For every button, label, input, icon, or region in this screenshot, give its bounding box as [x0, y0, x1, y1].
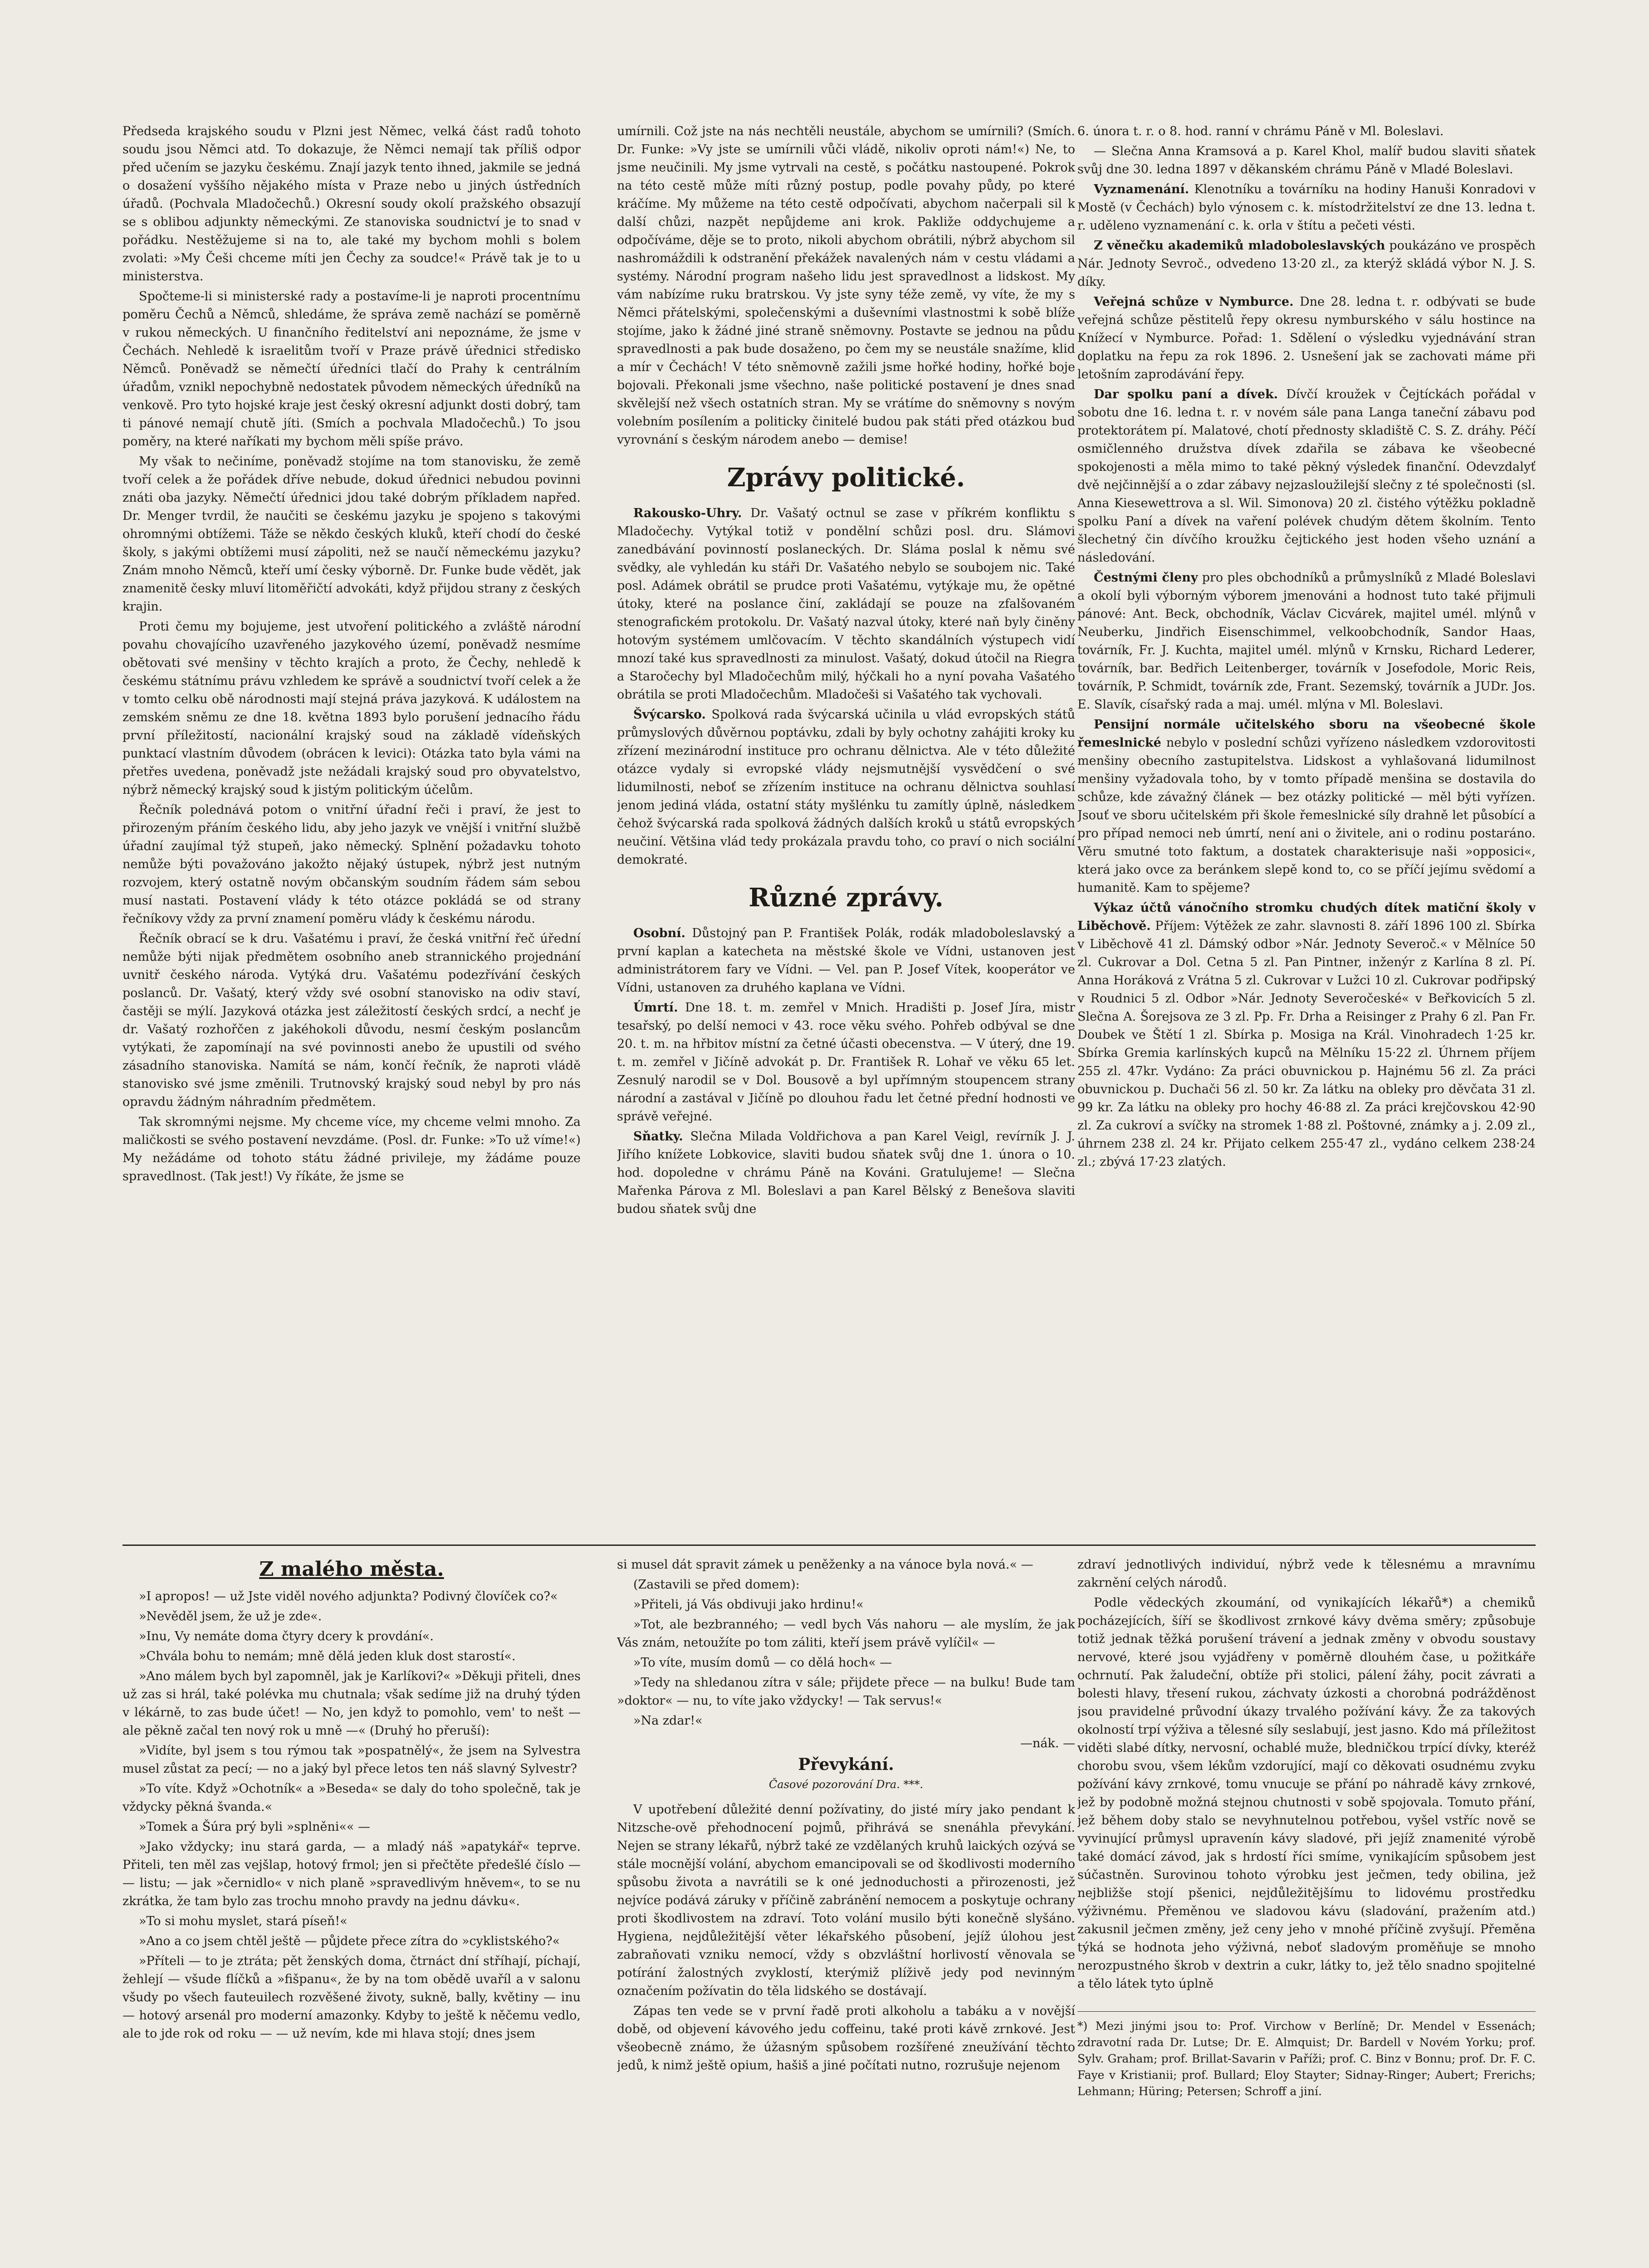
news-item-text: Dívčí kroužek v Čejtíckách pořádal v sobotu dne 16. ledna t. r. v novém sále pana Langa taneční zábavu pod protektorátem pí. Malatové, chotí přednosty skladiště C. S. Z. dráhy. Péčí osmičlenného družstva dívek zdařila se zábava ke všeobecné spokojenosti a měla mimo to také pěkný výsledek finanční. Odevzdalyť dvě nejčinnější a o zdar zábavy nejzasloužilejší slečny z té společnosti (sl. Anna Kiesewettrova a sl. Wil. Simonova) 20 zl. čistého výtěžku pokladně spolku Paní a dívek na vaření polévek chudým dětem školním. Tento šlechetný čin dívčího kroužku čejtického jest hoden všeho uznání a následování.: [1077, 387, 1536, 565]
dialogue-line: »To si mohu myslet, stará píseň!«: [139, 1914, 347, 1928]
news-item-text: poukázáno ve prospěch Nár. Jednoty Sevroč., odvedeno 13·20 zl., za kterýž skládá výbor N. J. S. díky.: [1077, 239, 1536, 289]
feuilleton-heading: Z malého města.: [259, 1558, 444, 1581]
dialogue-line: »Ano a co jsem chtěl ještě — půjdete přece zítra do »cyklistského?«: [139, 1934, 560, 1948]
article-heading-prevykani: Převykání.: [798, 1755, 894, 1774]
news-item: [1077, 569, 1536, 714]
paragraph: Proti čemu my bojujeme, jest utvoření politického a zvláště národní povahu chovajícího uzavřeného jazykového území, poněvadž nesmíme obětovati své menšiny v těchto krajích a proto, že Čechy, nehledě k českému státnímu právu vzhledem ke správě a soudnictví tvoří celek a že v tomto celku obě národnosti mají stejná práva jazyková. K událostem na zemském sněmu ze dne 18. května 1893 bylo porušení jednacího řádu první příležitostí, nacionální krajský soud na základě vídeňských punktací vlastním důvodem (obrácen k levici): Otázka tato byla vámi na přetřes uvedena, poněvadž jste nežádali krajský soud pro obyvatelstvo, nýbrž německý krajský soud k jistým politickým účelům.: [122, 620, 581, 797]
paragraph: zdraví jednotlivých individuí, nýbrž vede k tělesnému a mravnímu zakrnění celých národů.: [1077, 1558, 1536, 1590]
dialogue-line: »Jako vždycky; inu stará garda, — a mladý náš »apatykář« teprve. Přiteli, ten měl zas vejšlap, hotový frmol; jen si přečtěte předešlé číslo — — listu; — jak »černidlo« v nich planě »spravedlivým hněvem«, to se nu zkrátka, že tam bylo zas trochu mnoho pravdy na jednu dávku«.: [122, 1840, 581, 1908]
news-item-text: Dne 18. t. m. zemřel v Mnich. Hradišti p. Josef Jíra, mistr tesařský, po delší nemoci v 43. roce věku svého. Pohřeb odbýval se dne 20. t. m. na hřbitov místní za četné účasti obecenstva. — V úterý, dne 19. t. m. zemřel v Jičíně advokát p. Dr. František R. Lohař ve věku 65 let. Zesnulý narodil se v Dol. Bousově a byl upřímným stoupencem strany národní a zastával v Jičíně po dlouhou řadu let četné přední hodnosti ve správě veřejné.: [617, 1001, 1075, 1124]
news-item: [1077, 716, 1536, 897]
paragraph: Podle vědeckých zkoumání, od vynikajících lékařů*) a chemiků pocházejících, šíří se škodlivost zrnkové kávy dvěma směry; způsobuje totiž jednak těžká porušení trávení a jednak změny v obvodu soustavy nervové, které jsou vyjádřeny v poměrně dlouhém čase, u požitkáře ochrnutí. Pak žaludeční, obtíže při stolici, pálení žáhy, pocit závrati a bolesti hlavy, třesení rukou, záchvaty úzkosti a chorobná podrážděnost jsou pravidelné průvodní úkazy trvalého požívání kávy. Že za takových okolností trpí výživa a tělesné síly seslabují, jest jasno. Kdo má příležitost viděti slabé dítky, nervosní, ochablé muže, bledničkou trpící dívky, kteréž chorobu svou, všem lékům vzdorující, mají co děkovati osudnému zvyku požívání kávy zrnkové, tomu vnucuje se přání po náhradě kávy zrnkové, jež by podobně možná stejnou chutnosti v sobě spojovala. Tomuto přání, jež během doby stalo se nevyhnutelnou potřebou, vyšel vstříc nově se vyvinující průmysl upravenín kávy sladové, při jejíž znamenité výrobě také domácí závod, jak s hrdostí říci smíme, vynikajícím spůsobem jest súčastněn. Surovinou tohoto výrobku jest ječmen, tedy obilina, jež nejbližše stojí pšenici, nejdůležitějšímu to lidovému prostředku výživnému. Přeměnou ve sladovou kávu (sladování, pražením atd.) zakusnil ječmen změny, jež ceny jeho v mnohé příčině zvyšují. Přeměna týká se hodnota jeho výživná, neboť sladovým proměňuje se mnoho nerozpustného škrob v dextrin a cukr, látky to, jež tělo snadno spojitelné a tělo látek tyto úplně: [1077, 1596, 1536, 1991]
news-item-lead: Z věnečku akademiků mladoboleslavských: [1094, 239, 1385, 253]
paragraph: Řečník obrací se k dru. Vašatému i praví, že česká vnitřní řeč úřední nemůže býti nijak předmětem osobního aneb strannického projednání uvnitř českého národa. Vytýká dru. Vašatému podezřívání českých poslanců. Dr. Vašatý, který vždy své osobní stanovisko na odiv staví, častěji se mýlí. Jazyková otázka jest záležitostí českých srdcí, a nechť je dr. Vašatý rozhořčen z jakéhokoli důvodu, nesmí českým poslancům vytýkati, že zapomínají na své povinnosti anebo že upustili od svého zásadního stanoviska. Namítá se nám, končí řečník, že naproti vládě stanovisko své jsme změnili. Trutnovský krajský soud nebyl by pro nás opravdu žádným náhradním předmětem.: [122, 932, 581, 1109]
news-item: [1077, 386, 1536, 567]
dialogue-line: »To víte. Když »Ochotník« a »Beseda« se daly do toho společně, tak je vždycky pěkná švanda.«: [122, 1782, 581, 1814]
paragraph: V upotřebení důležité denní požívatiny, do jisté míry jako pendant k Nitzsche-ově přehodnocení pojmů, přihrává se snenáhla převykání. Nejen se strany lékařů, nýbrž také ze vzdělaných kruhů laických ozývá se stále mocnější volání, abychom emancipovali se od škodlivosti moderního spůsobu života a navrátili se k oné jednoduchosti a přirozenosti, jež nejvíce podává záruky v příčině zabránění nemocem a poskytuje ochrany proti škodlivostem na zdraví. Toto volání musilo býti konečně slyšáno. Hygiena, nejdůležitější věter lékařského působení, jejíž úlohou jest zabraňovati vzniku nemocí, vždy s obzvláštní horlivostí věnovala se potírání žalostných zvyklostí, kterýmiž plíživě jedy pod nevinným označením požívatin do těla lidského se dostávají.: [617, 1803, 1075, 1998]
news-item-text: Spolková rada švýcarská učinila u vlád evropských států průmyslových důvěrnou poptávku, zdali by byly ochotny zahájiti kroky ku zřízení mezinárodní instituce pro ochranu dělnictva. Ale v této důležité otázce vydaly si evropské vlády nejsmutnější vysvědčení o své lidumilnosti, neboť se zřízením instituce na ochranu dělnictva souhlasí jenom jediná vláda, ostatní státy myšlénku tu zamítly úplně, následkem čehož švýcarská rada spolková žádných dalších kroků u států evropských neučiní. Většina vlád tedy prokázala pravdu toho, co praví o nich sociální demokraté.: [617, 708, 1075, 867]
dialogue-line: »Tot, ale bezbranného; — vedl bych Vás nahoru — ale myslím, že jak Vás znám, netoužíte po tom záliti, kteří jsem právě vylíčil« —: [617, 1618, 1075, 1650]
news-item: [1077, 293, 1536, 384]
dialogue-line: »Příteli — to je ztráta; pět ženských doma, čtrnáct dní stříhají, píchají, žehlejí — všude flíčků a »fišpanu«, že by na tom obědě uvaříl a v salonu všudy po všech fauteuilech rozvěšené životy, sukně, bally, květiny — inu — hotový arsenál pro moderní amazonky. Kdyby to ještě k něčemu vedlo, ale to jde rok od roku — — už nevím, kde mi hlava stojí; dnes jsem: [122, 1954, 581, 2041]
dialogue-line: »Vidíte, byl jsem s tou rýmou tak »pospatnělý«, že jsem na Sylvestra musel zůstat za pecí; — no a jaký byl přece letos ten náš slavný Sylvestr?: [122, 1744, 581, 1776]
column-3-bottom: [1077, 1556, 1536, 2268]
news-item-text: Příjem: Výtěžek ze zahr. slavnosti 8. září 1896 100 zl. Sbírka v Liběchově 41 zl. Dámský odbor »Nár. Jednoty Severoč.« v Mělníce 50 zl. Cukrovar a Dol. Cetna 5 zl. Pan Pintner, inženýr z Karlína 8 zl. Pí. Anna Horáková z Vrátna 5 zl. Cukrovar v Lužci 10 zl. Cukrovar podřipský v Roudnici 5 zl. Odbor »Nár. Jednoty Severočeské« v Beřkovicích 5 zl. Slečna A. Šorejsova ze 3 zl. Pp. Fr. Drha a Reisinger z Prahy 6 zl. Pan Fr. Doubek ve Štětí 1 zl. Sbírka p. Mosiga na Král. Vinohradech 1·25 kr. Sbírka Gremia karlínských kupců na Mělníku 15·22 zl. Úhrnem příjem 255 zl. 47kr. Vydáno: Za práci obuvnickou p. Hajnému 56 zl. Za práci obuvnickou p. Duchači 56 zl. 50 kr. Za látku na obleky pro děvčata 31 zl. 99 kr. Za látku na obleky pro hochy 46·88 zl. Za práci krejčovskou 42·90 zl. Za cukroví a svíčky na stromek 1·88 zl. Poštovné, známky a j. 2.09 zl., úhrnem 238 zl. 24 kr. Přijato celkem 255·47 zl., vydáno celkem 238·24 zl.; zbývá 17·23 zlatých.: [1077, 919, 1536, 1169]
news-item-lead: Sňatky.: [633, 1129, 683, 1144]
footnote: *) Mezi jinými jsou to: Prof. Virchow v Berlíně; Dr. Mendel v Essenách; zdravotní rada Dr. Lutse; Dr. E. Almquist; Dr. Bardell v Novém Yorku; prof. Sylv. Graham; prof. Brillat-Savarin v Paříži; prof. C. Binz v Bonnu; prof. Dr. F. C. Faye v Kristianii; prof. Bullard; Eloy Stayter; Sidnay-Ringer; Aubert; Frerichs; Lehmann; Hüring; Petersen; Schroff a jiní.: [1077, 2011, 1536, 2100]
dialogue-line: »Na zdar!«: [633, 1714, 703, 1728]
news-item-lead: Osobní.: [633, 926, 685, 940]
news-item: [1077, 181, 1536, 235]
news-item-lead: Čestnými členy: [1094, 571, 1198, 585]
dialogue-line: »To víte, musím domů — co dělá hoch« —: [633, 1656, 892, 1670]
dialogue-line: »Chvála bohu to nemám; mně dělá jeden kluk dost starostí«.: [139, 1649, 516, 1663]
article-subheading: Časové pozorování Dra. ***.: [768, 1778, 924, 1791]
news-item: [1077, 899, 1536, 1171]
news-item: [617, 924, 1075, 997]
dialogue-line: »Nevěděl jsem, že už je zde«.: [139, 1609, 322, 1623]
dialogue-line: (Zastavili se před domem):: [633, 1578, 800, 1592]
news-item: [1077, 122, 1536, 141]
author-signature: —nák. —: [1020, 1736, 1075, 1750]
paragraph: Tak skromnými nejsme. My chceme více, my chceme velmi mnoho. Za maličkosti se svého postavení nevzdáme. (Posl. dr. Funke: »To už víme!«) My nežádáme od tohoto státu žádné privileje, my žádáme pouze spravedlnost. (Tak jest!) Vy říkáte, že jsme se: [122, 1115, 581, 1183]
news-item: [617, 504, 1075, 704]
dialogue-line: si musel dát spravit zámek u peněženky a na vánoce byla nová.« —: [617, 1558, 1033, 1572]
news-item-lead: Pensijní normále učitelského sboru na všeobecné škole řemeslnické: [1077, 718, 1536, 750]
dialogue-line: »Inu, Vy nemáte doma čtyry dcery k provdání«.: [139, 1629, 434, 1643]
news-item: [1077, 142, 1536, 179]
news-item: [1077, 237, 1536, 291]
section-heading-zpravy-politicke: Zprávy politické.: [727, 463, 965, 493]
news-item-text: 6. února t. r. o 8. hod. ranní v chrámu Páně v Ml. Boleslavi.: [1077, 124, 1444, 138]
news-item-lead: Švýcarsko.: [633, 708, 706, 722]
news-item-text: Dne 28. ledna t. r. odbývati se bude veřejná schůze pěstitelů řepy okresu nymburského v sálu hostince na Knížecí v Nymburce. Pořad: 1. Sdělení o výsledku vyjednávání stran doplatku na řepu za rok 1896. 2. Usnešení jak se zachovati máme při letošním zaprodávání řepy.: [1077, 295, 1536, 381]
news-item-lead: Dar spolku paní a dívek.: [1094, 387, 1278, 401]
news-item: [617, 706, 1075, 869]
column-1-top: [122, 122, 581, 1619]
news-item-text: Dr. Vašatý octnul se zase v příkrém konfliktu s Mladočechy. Vytýkal totiž v pondělní schůzi posl. dru. Slámovi zanedbávání povinností poslaneckých. Dr. Sláma poslal k němu své svědky, ale vyhledán ku stáři Dr. Vašatého nebylo se soubojem nic. Také posl. Adámek obrátil se prudce proti Vašatému, vytýkaje mu, že opětné útoky, které na poslance činí, zakládají se pouze na zfalšovaném stenografickém protokolu. Dr. Vašatý nazval útoky, které naň byly činěny hotovým systémem umlčovacím. V těchto skandálních výstupech vidí mnozí také kus spravedlnosti za minulost. Vašatý, dokud útočil na Riegra a Staročechy byl Mladočechům milý, hýčkali ho a nyní povaha Vašatého obrátila se proti Mladočechům. Mladočeši si Vašatého tak vychovali.: [617, 506, 1075, 702]
column-2-top: [617, 122, 1075, 1619]
news-item-lead: Rakousko-Uhry.: [633, 506, 742, 520]
section-divider: [122, 1545, 1536, 1546]
paragraph: umírnili. Což jste na nás nechtěli neustále, abychom se umírnili? (Smích. Dr. Funke: »Vy jste se umírnili vůči vládě, nikoliv oproti nám!«) Ne, to jsme neučinili. My jsme vytrvali na cestě, s počátku nastoupené. Pokrok na této cestě může míti různý postup, podle povahy půdy, po které kráčíme. My můžeme na této cestě odpočívati, abychom načerpali sil k další chůzi, nazpět nepůjdeme ani krok. Pakliže oddychujeme a odpočíváme, děje se to proto, nikoli abychom obrátili, nýbrž abychom sil nashromáždili k odstranění překážek navalených nám v cestu vládami a systémy. Národní program našeho lidu jest spravedlnost a lidskost. My vám nabízíme ruku bratrskou. Vy jste syny téže země, vy víte, že my s Němci přátelskými, společenskými a duševními vlastnostmi k sobě blíže stojíme, jako k žádné jiné straně sněmovny. Postavte se jednou na půdu spravedlnosti a pak bude dosaženo, po čem my se neustále snažíme, klid a mír v Čechách! V této sněmovně zažili jsme hořké hodiny, hořké boje bojovali. Překonali jsme všechno, naše politické postavení je dnes snad skvělejší než všech ostatních stran. My se vrátíme do sněmovny s novým volebním posílením a politicky činitelé budou pak státi před otázkou bud vyrovnání s českým národem anebo — demise!: [617, 124, 1075, 447]
paragraph: Předseda krajského soudu v Plzni jest Němec, velká část radů tohoto soudu jsou Němci atd. To dokazuje, že Němci nemají tak příliš odpor před učením se jazyku českému. Znají jazyk tento ihned, jakmile se jedná o dosažení vyššího nějakého místa v Praze nebo u jiných ústředních úřadů. (Pochvala Mladočechů.) Okresní soudy okolí pražského obsazují se s oblibou adjunkty německými. Ze stanoviska soudnictví je to snad v pořádku. Nestěžujeme si na to, ale také my bychom mohli s bolem zvolati: »My Češi chceme míti jen Čechy za soudce!« Právě tak je to u ministerstva.: [122, 124, 581, 284]
news-item: [617, 999, 1075, 1126]
paragraph: Zápas ten vede se v první řadě proti alkoholu a tabáku a v novější době, od objevení kávového jedu coffeinu, také proti kávě zrnkové. Jest všeobecně známo, že úžasným spůsobem rozšířené zneužívání těchto jedů, k nimž ještě opium, hašiš a jiné počítati nutno, rozrušuje nejenom: [617, 2004, 1075, 2072]
news-item-text: nebylo v poslední schůzi vyřízeno následkem vzdorovitosti menšiny obecního zastupitelstva. Lidskost a vyhlašovaná lidumilnost menšiny vyžadovala toho, by v tomto případě menšina se dostavila do schůze, kde závažný článek — bez otázky politické — měl býti vyřízen. Jsouť ve sboru učitelském při škole řemeslnické síly drahně let působící a pro případ nemoci neb úmrtí, není ani o živitele, ani o rodinu postaráno. Věru smutné toto faktum, a dostatek charakterisuje naši »opposici«, která jako ovce za beránkem slepě kond to, co se příčí jejímu svědomí a humanitě. Kam to spějeme?: [1077, 736, 1536, 895]
dialogue-line: »Tedy na shledanou zítra v sále; přijdete přece — na bulku! Bude tam »doktor« — nu, to víte jako vždycky! — Tak servus!«: [617, 1676, 1075, 1708]
news-item-text: Klenotníku a továrníku na hodiny Hanuši Konradovi v Mostě (v Čechách) bylo výnosem c. k. místodržitelství ze dne 13. ledna t. r. uděleno vyznamenání c. k. orla v štítu a pečeti vésti.: [1077, 182, 1536, 233]
column-1-bottom: [122, 1556, 581, 2268]
news-item-text: Slečna Milada Voldřichova a pan Karel Veigl, revírník J. J. Jiřího knížete Lobkovice, slaviti budou sňatek svůj dne 1. února o 10. hod. dopoledne v chrámu Páně na Kováni. Gratulujeme! — Slečna Mařenka Párova z Ml. Boleslavi a pan Karel Bělský z Benešova slaviti budou sňatek svůj dne: [617, 1129, 1075, 1216]
paragraph: Řečník polednává potom o vnitřní úřadní řeči i praví, že jest to přirozeným přáním českého lidu, aby jeho jazyk ve vnější i vnitřní službě úřadní zaujímal týž stupeň, jako německý. Splnění požadavku tohoto nemůže býti považováno jakožto nějaký ústupek, nýbrž jest nutným rozvojem, který ostatně novým občanským soudním řádem sám sebou musí nastati. Postavení vlády k této otázce pokládá se od strany řečníkovy vždy za první znamení poměru vlády k českému národu.: [122, 803, 581, 926]
paragraph: Spočteme-li si ministerské rady a postavíme-li je naproti procentnímu poměru Čechů a Němců, shledáme, že správa země nachází se poměrně v rukou německých. U finančního ředitelství ani nepoznáme, že jsme v Čechách. Nehledě k israelitům tvoří v Praze právě úřednici středisko Němců. Poněvadž se němečtí úředníci tlačí do Prahy k centrálním úřadům, vznikl nepochybně nedostatek původem německých úředníků na venkově. Pro tyto hojské kraje jest český okresní adjunkt dosti dobrý, tam ti pánové nemají chutě jíti. (Smích a pochvala Mladočechů.) To jsou poměry, na které naříkati my bychom měli spíše právo.: [122, 289, 581, 449]
column-2-bottom: [617, 1556, 1075, 2268]
column-3-top: [1077, 122, 1536, 1619]
news-item-lead: Veřejná schůze v Nymburce.: [1094, 295, 1294, 309]
news-item-text: pro ples obchodníků a průmyslníků z Mladé Boleslavi a okolí byli výborným výborem jmenováni a hodnost tuto také přijmuli pánové: Ant. Beck, obchodník, Václav Cicvárek, majitel umél. mlýnů v Neuberku, Jindřich Eisenschimmel, velkoobchodník, Sandor Haas, továrník, Fr. J. Kuchta, majitel umél. mlýnů v Krnsku, Richard Lederer, továrník, bar. Bedřich Leitenberger, továrník v Josefodole, Moric Reis, továrník, P. Schmidt, továrník zde, Frant. Sezemský, továrník a JUDr. Jos. E. Slavík, císařský rada a maj. umél. mlýna v Ml. Boleslavi.: [1077, 571, 1536, 712]
news-item-lead: Vyznamenání.: [1094, 182, 1189, 196]
news-item-text: — Slečna Anna Kramsová a p. Karel Khol, malíř budou slaviti sňatek svůj dne 30. ledna 1897 v děkanském chrámu Páně v Mladé Boleslavi.: [1077, 144, 1536, 176]
section-heading-ruzne-zpravy: Různé zprávy.: [749, 883, 944, 913]
dialogue-line: »Tomek a Šúra prý byli »splněni«« —: [139, 1820, 371, 1834]
news-item-lead: Výkaz účtů vánočního stromku chudých dítek matiční školy v Liběchově.: [1077, 901, 1536, 933]
paragraph: My však to nečiníme, poněvadž stojíme na tom stanovisku, že země tvoří celek a že pořádek dříve nebude, dokud úřednici nebudou povinni znáti oba jazyky. Němečtí úřednici jdou také dobrým příkladem napřed. Dr. Menger tvrdil, že naučiti se českému jazyku je spojeno s takovými ohromnými obtížemi. Táže se někdo českých kluků, kteří chodí do české školy, s jakými obtížemi musí zápoliti, než se naučí německému jazyku? Znám mnoho Němců, kteří umí česky výborně. Dr. Funke bude vědět, jak znamenitě česky mluví litoměřičtí advokáti, když přijdou strany z českých krajin.: [122, 455, 581, 614]
news-item-lead: Úmrtí.: [633, 1001, 678, 1015]
dialogue-line: »Ano málem bych byl zapomněl, jak je Karlíkovi?« »Děkuji přiteli, dnes už zas si hrál, také polévka mu chutnala; však sedíme již na druhý týden v lékárně, to zas bude účet! — No, jen když to pomohlo, vem' to nešt — ale pěkně začal ten nový rok u mně —« (Druhý ho přeruší):: [122, 1669, 581, 1738]
news-item: [617, 1128, 1075, 1218]
news-item-text: Důstojný pan P. František Polák, rodák mladoboleslavský a první kaplan a katecheta na městské škole ve Vídni, ustanoven jest administrátorem fary ve Vídni. — Vel. pan P. Josef Vítek, kooperátor ve Vídni, ustanoven za druhého kaplana ve Vídni.: [617, 926, 1075, 995]
dialogue-line: »Přiteli, já Vás obdivuji jako hrdinu!«: [633, 1598, 864, 1612]
dialogue-line: »I apropos! — už Jste viděl nového adjunkta? Podivný človíček co?«: [139, 1589, 558, 1603]
